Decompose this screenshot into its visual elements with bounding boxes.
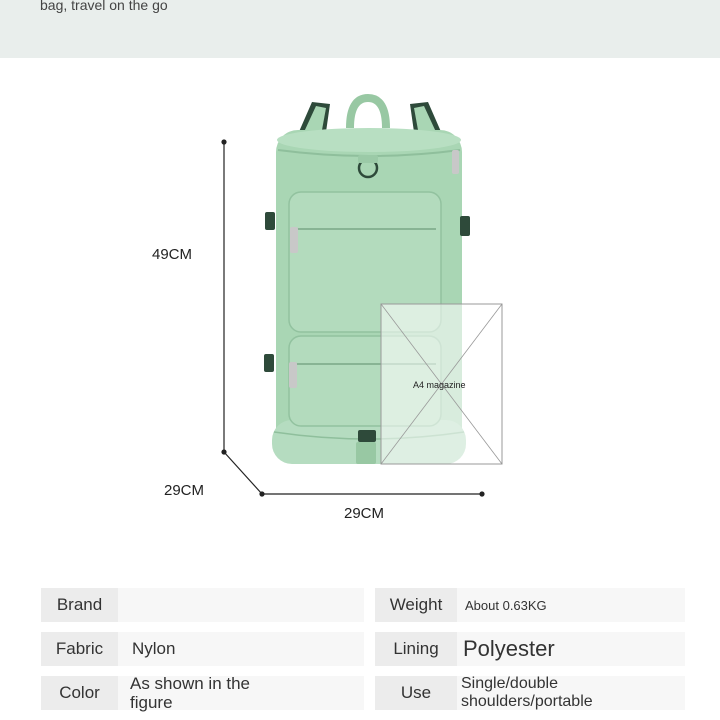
a4-magazine-label: A4 magazine [413, 380, 466, 390]
depth-dimension-label: 29CM [164, 482, 205, 499]
brand-label: Brand [41, 588, 118, 622]
width-dimension-label: 29CM [344, 505, 385, 522]
color-value-fill [278, 676, 364, 710]
use-value-fill [617, 676, 685, 710]
weight-label: Weight [375, 588, 457, 622]
product-figure [0, 58, 720, 578]
use-label: Use [375, 676, 457, 710]
fabric-label: Fabric [41, 632, 118, 666]
color-label: Color [41, 676, 118, 710]
fabric-value: Nylon [118, 632, 364, 666]
banner-caption: bag, travel on the go [40, 0, 168, 13]
weight-value: About 0.63KG [457, 588, 685, 622]
top-banner [0, 0, 720, 58]
lining-label: Lining [375, 632, 457, 666]
brand-value [118, 588, 364, 622]
backpack-illustration [0, 58, 720, 578]
lining-value: Polyester [457, 632, 685, 666]
color-value: As shown in the figure [118, 676, 278, 710]
height-dimension-label: 49CM [152, 246, 193, 263]
use-value: Single/double shoulders/portable [457, 676, 617, 710]
